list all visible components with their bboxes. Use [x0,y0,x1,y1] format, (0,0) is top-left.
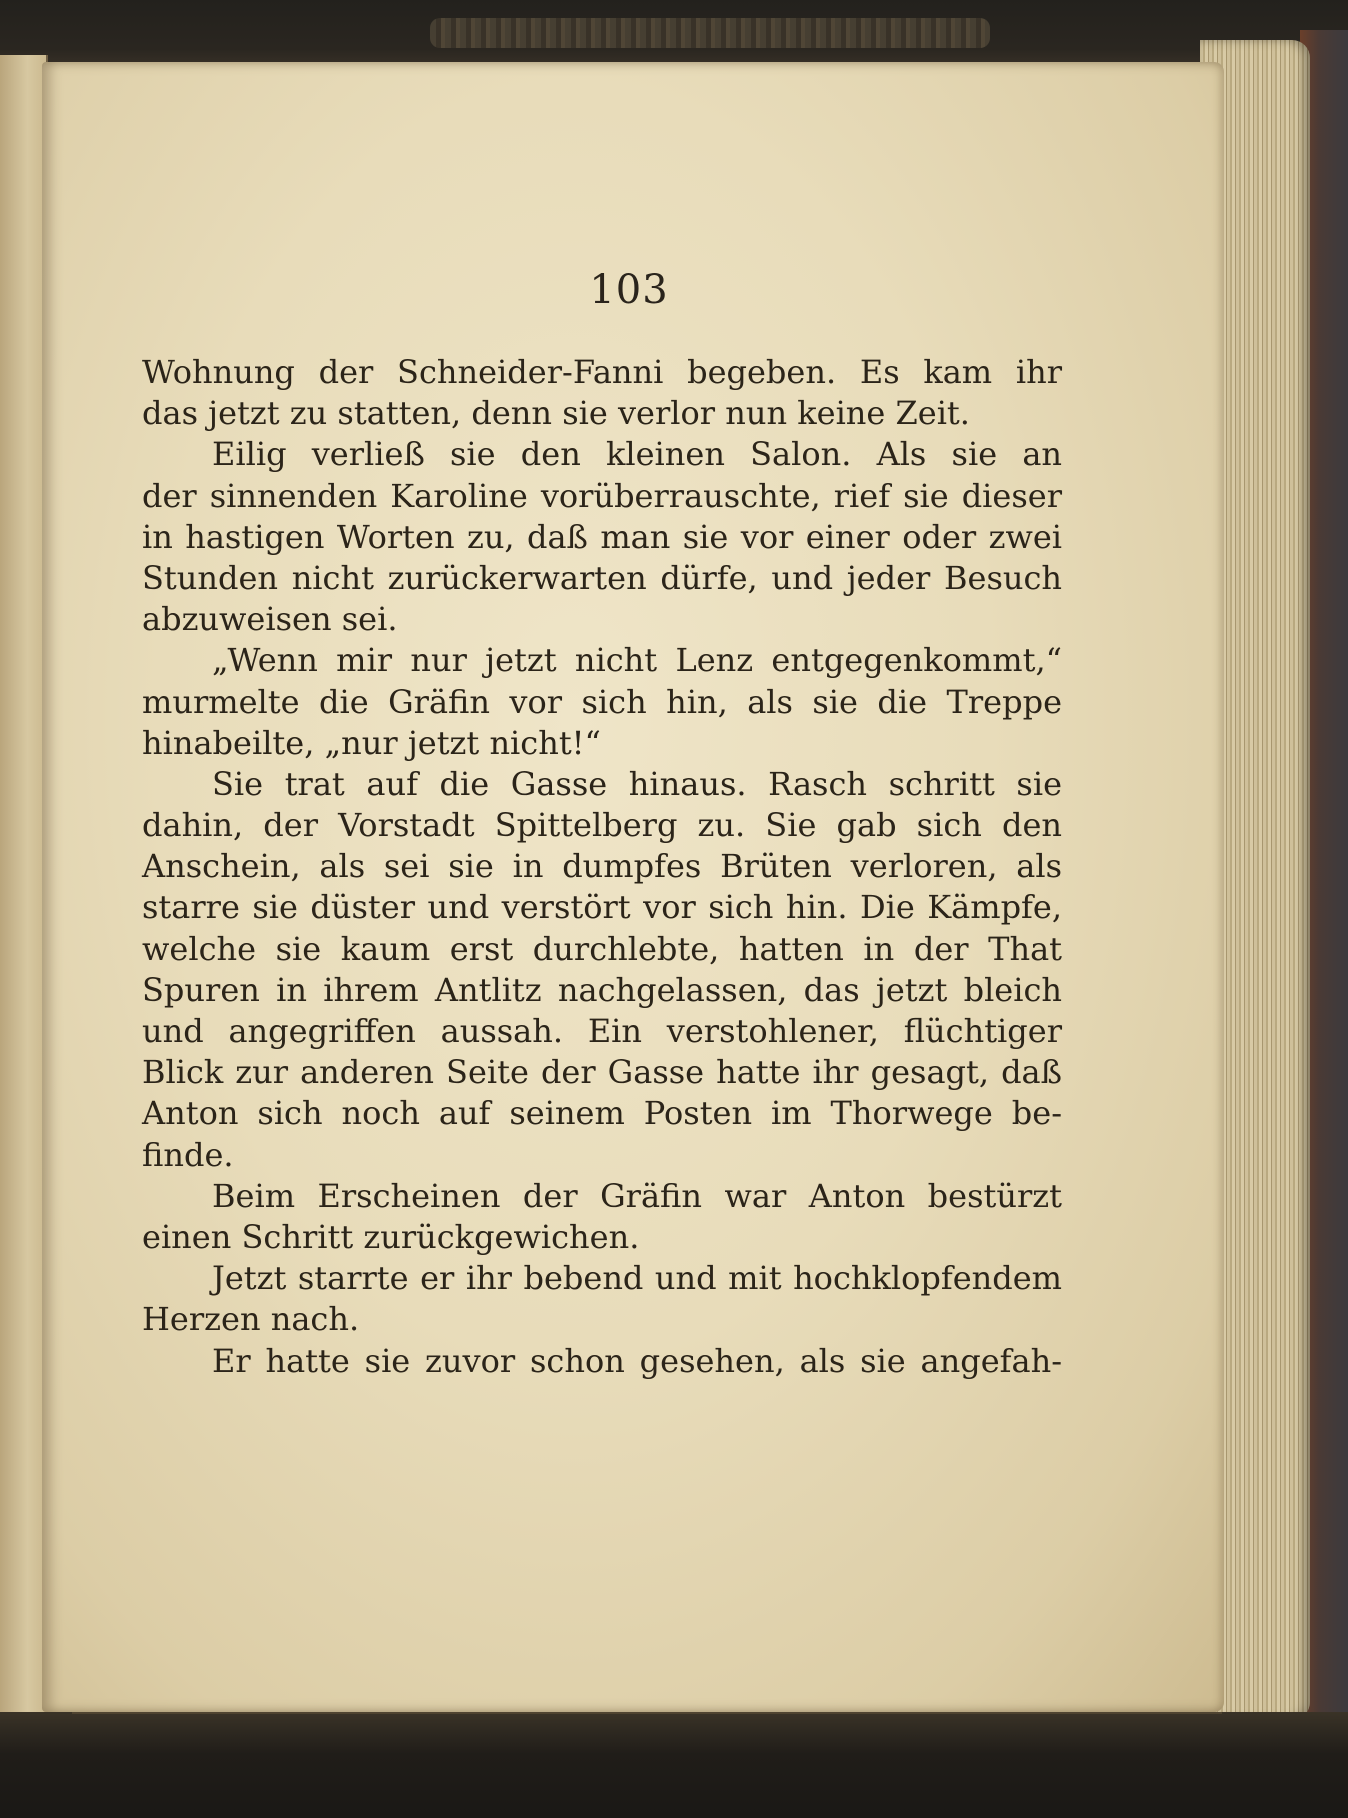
text-line: Er hatte sie zuvor schon gesehen, als sie angefah- [212,1341,1062,1380]
text-line: hinabeilte, „nur jetzt nicht!“ [142,723,601,762]
text-line: starre sie düster und verstört vor sich hin. Die Kämpfe, [142,888,1062,927]
left-page-edge [0,55,48,1715]
text-line: Wohnung der Schneider-Fanni begeben. Es kam ihr [142,353,1062,391]
body-text [142,352,1062,1382]
text-line: einen Schritt zurückgewichen. [142,1217,640,1256]
book-page [42,62,1224,1712]
spine-tear [430,18,990,48]
text-line: und angegriffen aussah. Ein verstohlener, flüchtiger [142,1012,1062,1050]
text-line: Sie trat auf die Gasse hinaus. Rasch schritt sie [212,764,1062,803]
text-line: murmelte die Gräfin vor sich hin, als sie die Treppe [142,682,1062,721]
bottom-binding-edge [0,1712,1348,1818]
text-line: dahin, der Vorstadt Spittelberg zu. Sie gab sich den [142,806,1062,845]
text-line: Anton sich noch auf seinem Posten im Thorwege be- [142,1094,1062,1133]
text-line: Spuren in ihrem Antlitz nachgelassen, das jetzt bleich [142,970,1062,1009]
text-line: in hastigen Worten zu, daß man sie vor einer oder zwei [142,517,1062,556]
text-line: Eilig verließ sie den kleinen Salon. Als sie an [212,435,1062,474]
text-line: das jetzt zu statten, denn sie verlor nun keine Zeit. [142,394,970,433]
text-line: Jetzt starrte er ihr bebend und mit hochklopfendem [212,1259,1062,1298]
page-number [42,267,1224,313]
top-binding-edge [0,0,1348,70]
text-line: Stunden nicht zurückerwarten dürfe, und jeder Besuch [142,558,1062,597]
text-line: Herzen nach. [142,1300,360,1339]
text-line: Blick zur anderen Seite der Gasse hatte ihr gesagt, daß [142,1053,1062,1092]
text-line: der sinnenden Karoline vorüberrauschte, rief sie dieser [142,476,1062,515]
text-line: Beim Erscheinen der Gräfin war Anton bestürzt [212,1176,1062,1215]
text-line: finde. [142,1135,234,1174]
page-number-text: 103 [589,267,669,313]
text-line: welche sie kaum erst durchlebte, hatten in der That [142,929,1062,968]
page-crease [72,1712,1222,1714]
text-line: abzuweisen sei. [142,600,398,639]
text-line: „Wenn mir nur jetzt nicht Lenz entgegenkommt,“ [212,641,1062,680]
text-line: Anschein, als sei sie in dumpfes Brüten verloren, als [142,847,1062,886]
